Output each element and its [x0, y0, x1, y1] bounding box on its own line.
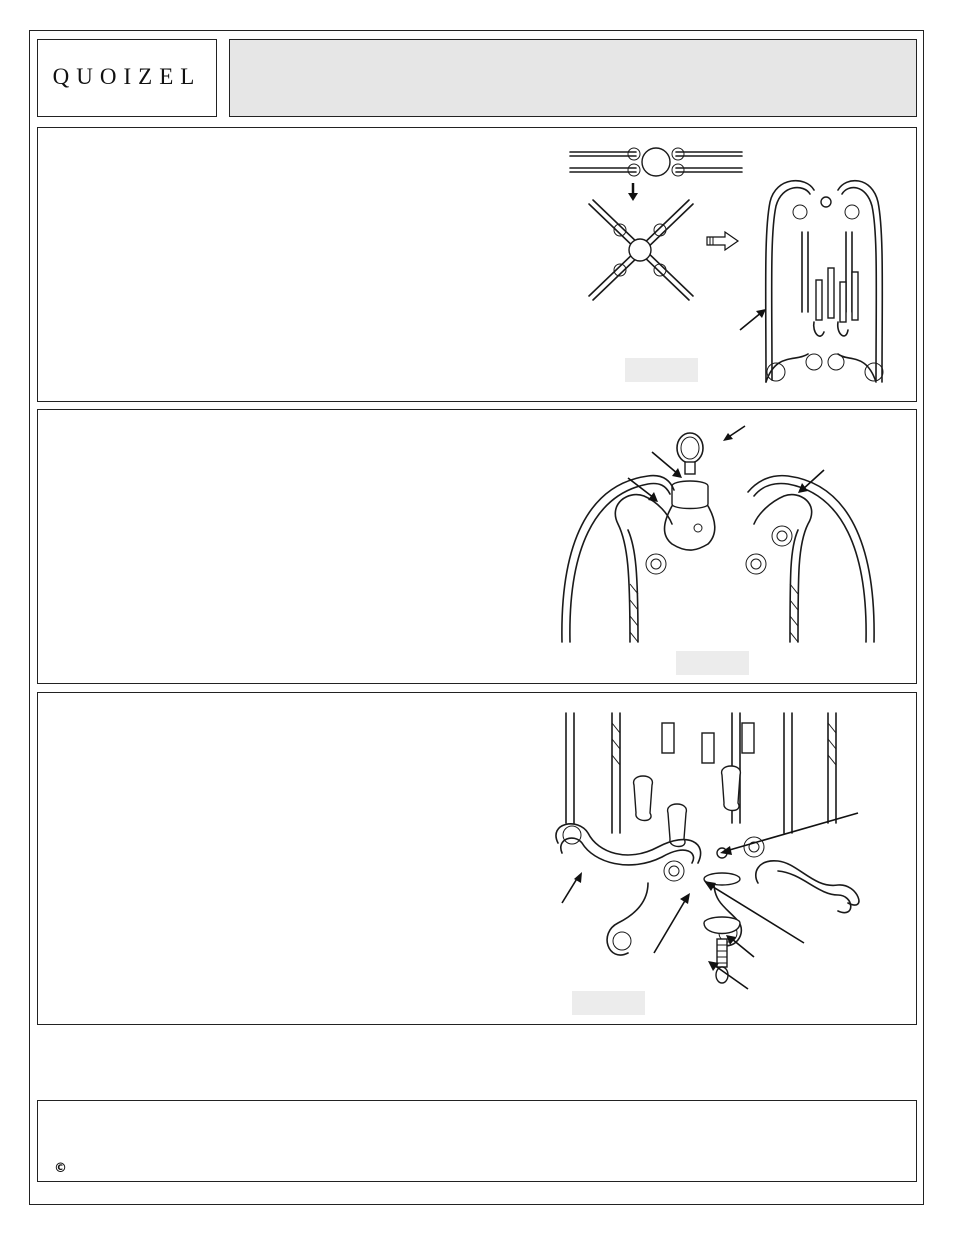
pointer-arrow-icon [718, 811, 860, 855]
step-1-panel [37, 127, 917, 402]
brand-logo-box [37, 39, 217, 117]
pointer-arrow-icon [706, 959, 750, 991]
pointer-arrow-icon [626, 476, 660, 504]
pointer-arrow-icon [724, 933, 756, 959]
figure-label-1 [625, 358, 698, 382]
figure-label-3 [572, 991, 645, 1015]
title-banner [229, 39, 917, 117]
arrow-right-outline-icon [707, 232, 739, 250]
footer-box [37, 1100, 917, 1182]
arms-cross-illustration [583, 196, 695, 306]
assembled-fixture-illustration [756, 172, 896, 397]
body-assembly-illustration [558, 424, 878, 644]
pointer-arrow-icon [738, 308, 768, 332]
figure-label-2 [676, 651, 749, 675]
pointer-arrow-icon [560, 871, 584, 905]
step-2-panel [37, 409, 917, 684]
step-3-panel [37, 692, 917, 1025]
brand-logo: QUOIZEL [52, 64, 202, 89]
copyright-icon: © [54, 1161, 67, 1176]
pointer-arrow-icon [652, 891, 692, 955]
arms-flat-illustration [566, 138, 746, 188]
pointer-arrow-icon [721, 424, 747, 442]
pointer-arrow-icon [796, 468, 826, 494]
